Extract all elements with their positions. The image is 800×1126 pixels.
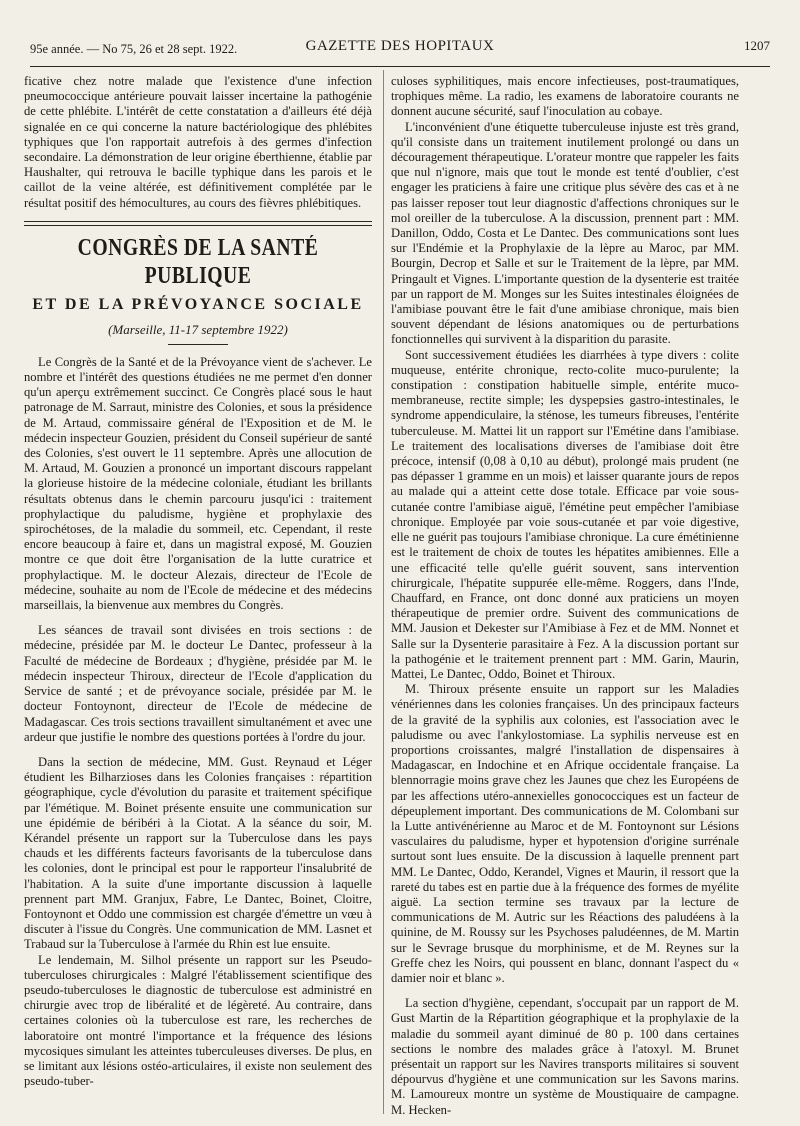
paragraph: ficative chez notre malade que l'existence d'une infection pneumococcique antérieure pouvait laisser incertaine la pathogénie de cette phlébite. L'intérêt de cette constatation a d'ailleurs été déjà signalée en ce qui concerne la nature bactériologique des phlébites typhiques que l'on rapportait autrefois à des germes d'infection secondaire. La démonstration de leur origine éberthienne, établie par Haushalter, qui retrouva le bacille typhique dans les parois et le caillot de la veine altérée, est définitivement complétée par le résultat positif des hémocultures, au cours des fièvres phlébitiques.: [24, 74, 372, 210]
title-rule: [168, 344, 228, 345]
left-column: [24, 74, 372, 1089]
paragraph: Sont successivement étudiées les diarrhées à type divers : colite muqueuse, entérite chronique, recto-colite muco-purulente; la constipation : constipation habituelle simple, entérite muco-membraneuse, rectite simple; les dyspepsies gastro-intestinales, le syndrome appendiculaire, la sténose, les tumeurs fibreuses, l'entérite tuberculeuse. M. Mattei lit un rapport sur l'Emétine dans l'amibiase. Le traitement des localisations diverses de l'amibiase doit être précoce, intensif (0,08 à 0,10 au début), prolongé mais prudent (ne pas dépasser 1 gramme en un mois) et laisser quarante jours de repos au malade qui a atteint cette dose totale. Efficace par voie sous-cutanée contre l'amibiase aiguë, l'émétine peut empêcher l'amibiase chronique. Employée par voie sous-cutanée et par voie digestive, elle ne guérit pas toujours l'amibiase chronique. La cure émétinienne est le traitement de choix de toutes les hépatites amibiennes. Elle a une efficacité telle qu'elle guérit souvent, sans intervention chirurgicale, l'hépatite suppurée elle-même. Roggers, dans l'Inde, Chauffard, en France, ont donc donné aux praticiens un moyen thérapeutique de premier ordre. Suivent des communications de MM. Jausion et Dekester sur l'Amibiase à Fez et de MM. Nonnet et Salle sur la Dysenterie parasitaire à Fez. A la discussion portant sur la pathogénie et le traitement prennent part : MM. Garin, Maurin, Mattei, Le Dantec, Oddo, Boinet et Thiroux.: [391, 347, 739, 681]
paragraph: M. Thiroux présente ensuite un rapport sur les Maladies vénériennes dans les colonies françaises. Un des principaux facteurs de la gravité de la syphilis aux colonies, est l'association avec le paludisme ou avec l'ankylostomiase. La syphilis nerveuse est en proportions croissantes, malgré l'installation de dispensaires à Madagascar, en Indochine et en Afrique occidentale française. La blennorragie moins grave chez les Jaunes que chez les Européens de par les affections utéro-annexielles gonococciques est un facteur de dépeuplement important. Des communications de M. Colombani sur la Lutte antivénérienne au Maroc et de M. Fontoynont sur Lésions vasculaires du paludisme, hyper et hypotension d'origine surrénale surtout sont lues ensuite. De la discussion à laquelle prennent part MM. Le Dantec, Oddo, Kerandel, Vignes et Maurin, il ressort que la rareté du tabes est en partie due à la fréquence des formes de myélite aiguë. La section termine ses travaux par la lecture de communications de M. Autric sur les Réactions des paludéens à la quinine, de M. Roussy sur les Psychoses paludéennes, de M. Martin sur le Sevrage brusque du morphinisme, et de M. Reynes sur la Greffe chez les Noirs, qui poussent en blanc, donnant l'aspect du « damier noir et blanc ».: [391, 682, 739, 985]
paragraph: Dans la section de médecine, MM. Gust. Reynaud et Léger étudient les Bilharzioses dans les Colonies françaises : répartition géographique, cycle d'évolution du parasite et traitement spécifique par l'émétique. M. Boinet présente ensuite une communication sur une épidémie de béribéri à la Ciotat. A la séance du soir, M. Kérandel présente un rapport sur la Tuberculose dans les pays chauds et les différents facteurs favorisants de la tuberculose dans les colonies, dont le principal est pour le rapporteur l'insalubrité de l'habitation. A la suite d'une importante discussion à laquelle prennent part MM. Granjux, Fabre, Le Dantec, Boinet, Cloitre, Fontoynont et Oddo une commission est chargée d'émettre un vœu à discuter à l'issue du Congrès. Une communication de MM. Lasnet et Trabaud sur la Tuberculose à l'armée du Rhin est lue ensuite.: [24, 754, 372, 952]
header-rule: [30, 66, 770, 67]
column-divider: [383, 70, 384, 1114]
paragraph: culoses syphilitiques, mais encore infectieuses, post-traumatiques, trophiques même. La radio, les examens de laboratoire courants ne donnent aucune sécurité, sauf l'inoculation au cobaye.: [391, 74, 739, 119]
paragraph: Les séances de travail sont divisées en trois sections : de médecine, présidée par M. le docteur Le Dantec, professeur à la Faculté de médecine de Bordeaux ; d'hygiène, présidée par M. le médecin inspecteur Thiroux, directeur de l'Ecole d'application du Service de santé ; et de prévoyance sociale, présidée par M. le docteur Fontoynont, directeur de l'Ecole de médecine de Madagascar. Ces trois sections travaillent simultanément et avec une ardeur que justifie le nombre des questions portées à l'ordre du jour.: [24, 623, 372, 744]
article-title: CONGRÈS DE LA SANTÉ PUBLIQUE: [77, 234, 319, 289]
journal-title: GAZETTE DES HOPITAUX: [305, 38, 495, 54]
issue-info: 95e année. — No 75, 26 et 28 sept. 1922.: [30, 42, 238, 56]
section-rule: [24, 221, 372, 226]
page-header: [30, 36, 770, 62]
paragraph: L'inconvénient d'une étiquette tuberculeuse injuste est très grand, qu'il consiste dans un traitement inutilement prolongé ou dans un découragement thérapeutique. L'orateur montre que rappeler les faits que nul n'ignore, mais que tout le monde est tenté d'oublier, c'est engager les praticiens à faire une critique plus sévère des cas et à ne pas laisser reposer tout leur diagnostic d'affections chroniques sur le mol oreiller de la tuberculose. A la discussion, prennent part : MM. Danillon, Oddo, Costa et Le Dantec. Des communications sont lues sur l'Endémie et la Prophylaxie de la lèpre au Maroc, par MM. Bourgin, Decrop et Salle et sur le Traitement de la lèpre, par MM. Pringault et Vignes. L'importante question de la dysenterie est traitée par un rapport de M. Monges sur les Suites intestinales éloignées de l'amibiase pouvant être le fait d'une amibiase chronique, mais bien souvent dépendant de lésions anatomiques ou de perturbations fonctionnelles qui survivent à la disparition du parasite.: [391, 119, 739, 347]
article-subtitle: (Marseille, 11-17 septembre 1922): [108, 321, 288, 337]
paragraph: La section d'hygiène, cependant, s'occupait par un rapport de M. Gust Martin de la Répartition géographique et la prophylaxie de la maladie du sommeil ayant diminué de 80 p. 100 dans certaines sections le nombre des malades grâce à l'atoxyl. M. Brunet présentait un rapport sur les Navires transports militaires si souvent dépourvus d'hygiène et une communication sur les Savons marins. M. Lamoureux montre un système de Moustiquaire de campagne. M. Hecken-: [391, 996, 739, 1117]
paragraph: Le Congrès de la Santé et de la Prévoyance vient de s'achever. Le nombre et l'intérêt des questions étudiées ne me permet d'en donner qu'un aperçu extrêmement succinct. Ce Congrès placé sous le haut patronage de M. Sarraut, ministre des Colonies, et sous la présidence de M. Artaud, commissaire général de l'Exposition et de M. le médecin inspecteur Gouzien, président du Conseil supérieur de santé des Colonies, s'est ouvert le 11 septembre. Après une allocution de M. Artaud, M. Gouzien a prononcé un important discours rappelant la glorieuse histoire de la médecine coloniale, étudiant les brillants résultats obtenus dans le chemin parcouru jusqu'ici : traitement prophylactique du paludisme, hygiène et prophylaxie des spirochétoses, de la maladie du sommeil, etc. Cependant, il reste encore beaucoup à faire et, dans un magistral exposé, M. Gouzien montre ce que doit être l'organisation de la lutte curatrice et prophylactique. M. le docteur Alezais, directeur de l'Ecole de médecine, souhaite au nom de l'Ecole de médecine et des médecins marseillais, la bienvenue aux membres du Congrès.: [24, 354, 372, 613]
paragraph: Le lendemain, M. Silhol présente un rapport sur les Pseudo-tuberculoses chirurgicales : Malgré l'établissement scientifique des pseudo-tuberculoses le diagnostic de tuberculose est administré en chirurgie avec trop de libéralité et de légèreté. Au contraire, dans certaines colonies où la tuberculose est rare, les recherches de laboratoire ont montré l'importance et la fréquence des lésions mycosiques simulant les atteintes tuberculeuses diverses. De plus, en se limitant aux lésions ostéo-articulaires, il existe non seulement des pseudo-tuber-: [24, 952, 372, 1089]
right-column: [391, 74, 739, 1118]
page-number: 1207: [744, 38, 770, 53]
article-title-line2: ET DE LA PRÉVOYANCE SOCIALE: [32, 295, 364, 313]
